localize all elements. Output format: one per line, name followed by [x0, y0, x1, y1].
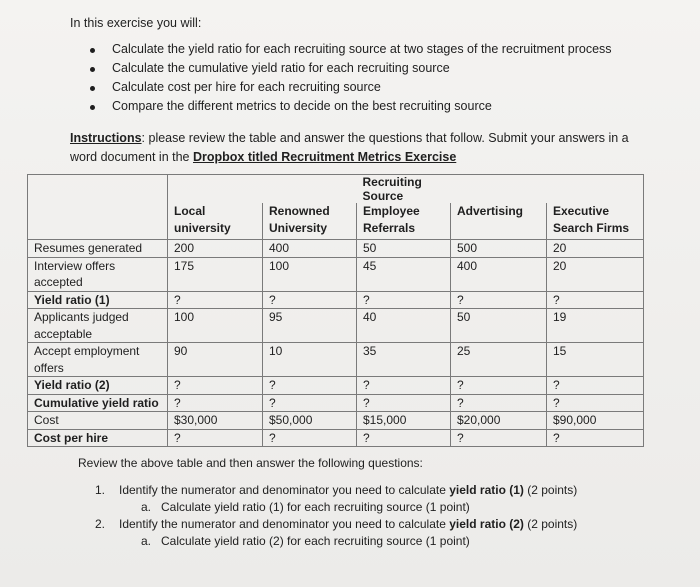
- table-cell: 95: [263, 309, 357, 343]
- row-label: Yield ratio (1): [28, 291, 168, 309]
- row-label: Cost per hire: [28, 429, 168, 447]
- column-header: Executive Search Firms: [547, 203, 644, 240]
- table-cell: ?: [451, 377, 547, 395]
- table-cell: ?: [168, 291, 263, 309]
- table-cell: $20,000: [451, 412, 547, 430]
- table-cell: ?: [547, 429, 644, 447]
- table-header-row: [28, 175, 644, 204]
- table-cell: 50: [451, 309, 547, 343]
- table-cell: $15,000: [357, 412, 451, 430]
- table-cell: 45: [357, 257, 451, 291]
- table-cell: ?: [357, 291, 451, 309]
- table-cell: 90: [168, 343, 263, 377]
- table-row: [28, 291, 644, 309]
- table-cell: 100: [263, 257, 357, 291]
- column-header: Employee Referrals: [357, 203, 451, 240]
- questions-list: [95, 482, 577, 550]
- list-item: Calculate the cumulative yield ratio for each recruiting source: [90, 59, 612, 78]
- table-row: [28, 257, 644, 291]
- table-cell: ?: [357, 429, 451, 447]
- table-cell: ?: [357, 377, 451, 395]
- instructions-label: Instructions: [70, 131, 142, 145]
- table-cell: 20: [547, 240, 644, 258]
- table-cell: 400: [263, 240, 357, 258]
- row-label: Applicants judged acceptable: [28, 309, 168, 343]
- table-cell: $50,000: [263, 412, 357, 430]
- table-cell: ?: [547, 377, 644, 395]
- row-label: Accept employment offers: [28, 343, 168, 377]
- list-item: Compare the different metrics to decide on the best recruiting source: [90, 97, 612, 116]
- row-label: Resumes generated: [28, 240, 168, 258]
- list-item: Calculate the yield ratio for each recruiting source at two stages of the recruitment process: [90, 40, 612, 59]
- bullet-icon: [90, 86, 95, 91]
- table-cell: 100: [168, 309, 263, 343]
- table-cell: ?: [547, 394, 644, 412]
- table-cell: 40: [357, 309, 451, 343]
- table-cell: 200: [168, 240, 263, 258]
- table-row: [28, 412, 644, 430]
- table-cell: 20: [547, 257, 644, 291]
- table-cell: ?: [263, 377, 357, 395]
- table-cell: $30,000: [168, 412, 263, 430]
- table-cell: ?: [263, 429, 357, 447]
- table-row: [28, 240, 644, 258]
- table-cell: 15: [547, 343, 644, 377]
- table-cell: 400: [451, 257, 547, 291]
- table-cell: ?: [168, 429, 263, 447]
- bullet-icon: [90, 48, 95, 53]
- row-label: Yield ratio (2): [28, 377, 168, 395]
- instructions-paragraph: Instructions: please review the table and answer the questions that follow. Submit your answers in a word document in the Dropbox titled Recruitment Metrics Exercise: [70, 131, 629, 164]
- table-cell: ?: [168, 377, 263, 395]
- group-header: Recruiting Source: [357, 175, 451, 204]
- bullet-icon: [90, 105, 95, 110]
- list-item: 2. Identify the numerator and denominator you need to calculate yield ratio (2) (2 points): [95, 517, 578, 531]
- dropbox-link[interactable]: Dropbox titled Recruitment Metrics Exercise: [193, 150, 457, 164]
- header-blank-cell: [28, 175, 168, 240]
- column-header: Advertising: [451, 203, 547, 240]
- review-text: Review the above table and then answer the following questions:: [78, 456, 423, 470]
- table-row: [28, 377, 644, 395]
- column-header: Renowned University: [263, 203, 357, 240]
- bullet-icon: [90, 67, 95, 72]
- table-cell: ?: [451, 394, 547, 412]
- table-cell: 500: [451, 240, 547, 258]
- table-cell: $90,000: [547, 412, 644, 430]
- table-row: [28, 343, 644, 377]
- table-cell: 175: [168, 257, 263, 291]
- table-cell: ?: [451, 429, 547, 447]
- row-label: Cumulative yield ratio: [28, 394, 168, 412]
- table-cell: ?: [547, 291, 644, 309]
- row-label: Interview offers accepted: [28, 257, 168, 291]
- list-item: a. Calculate yield ratio (2) for each recruiting source (1 point): [141, 534, 470, 548]
- list-item: Calculate cost per hire for each recruiting source: [90, 78, 612, 97]
- table-row: [28, 394, 644, 412]
- table-cell: 35: [357, 343, 451, 377]
- table-cell: 19: [547, 309, 644, 343]
- intro-text: In this exercise you will:: [70, 16, 202, 30]
- table-row: [28, 309, 644, 343]
- table-cell: ?: [451, 291, 547, 309]
- recruitment-metrics-table: [27, 174, 644, 447]
- table-cell: 50: [357, 240, 451, 258]
- table-cell: ?: [263, 291, 357, 309]
- table-cell: 10: [263, 343, 357, 377]
- row-label: Cost: [28, 412, 168, 430]
- goals-list: [90, 40, 612, 116]
- list-item: 1. Identify the numerator and denominator you need to calculate yield ratio (1) (2 points): [95, 483, 578, 497]
- table-cell: 25: [451, 343, 547, 377]
- table-cell: ?: [263, 394, 357, 412]
- list-item: a. Calculate yield ratio (1) for each recruiting source (1 point): [141, 500, 470, 514]
- table-row: [28, 429, 644, 447]
- table-cell: ?: [357, 394, 451, 412]
- table-cell: ?: [168, 394, 263, 412]
- column-header: Local university: [168, 203, 263, 240]
